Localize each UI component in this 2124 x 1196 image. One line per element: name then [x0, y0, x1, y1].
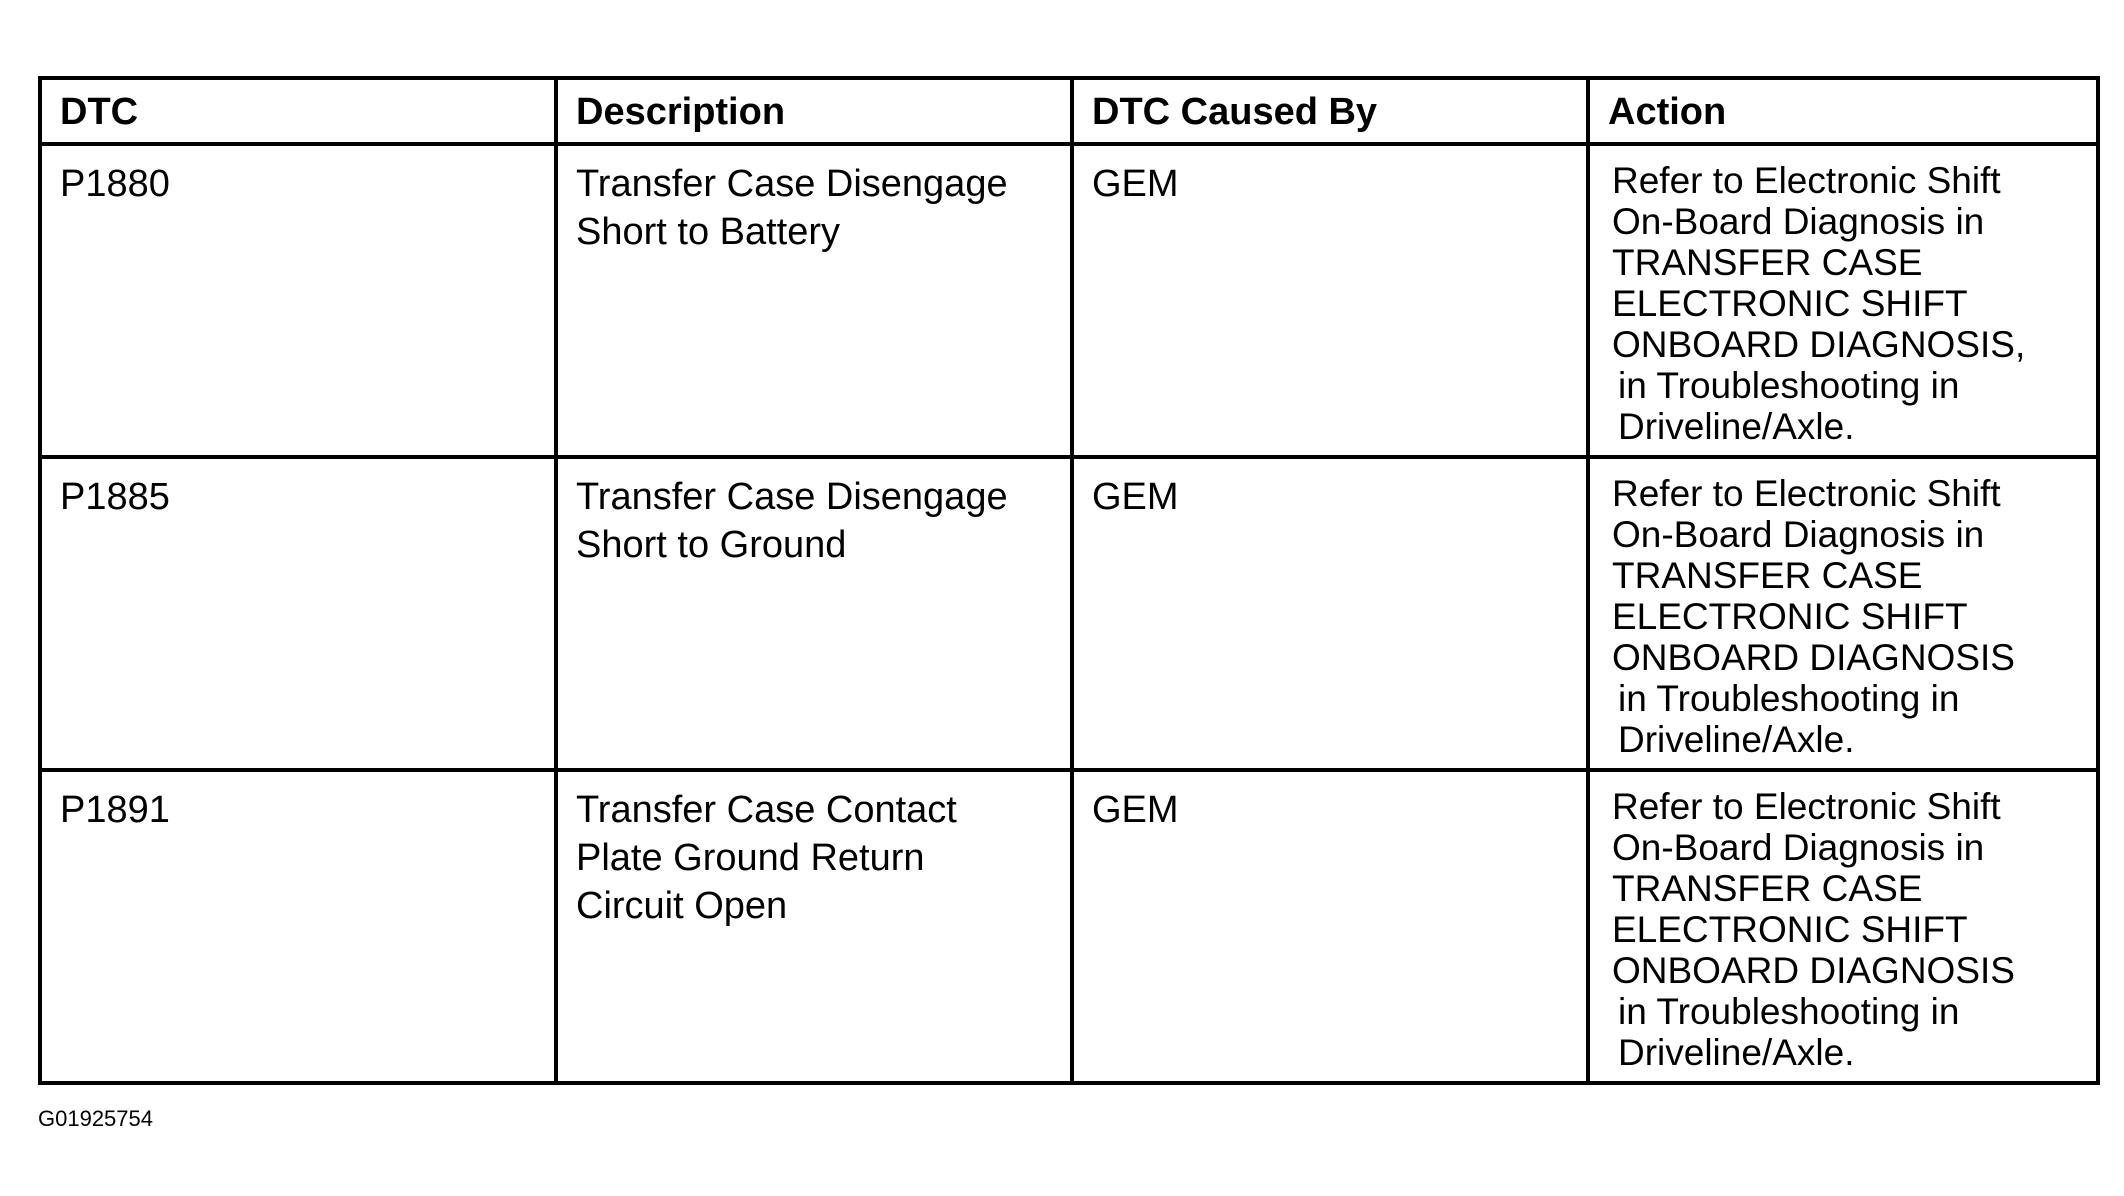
action-line: in Troubleshooting in — [1618, 991, 1960, 1032]
description-line: Plate Ground Return — [576, 837, 925, 879]
action-cell — [1588, 144, 2098, 457]
action-line: Driveline/Axle. — [1618, 719, 1855, 760]
dtc-code-cell — [40, 457, 556, 770]
action-cell — [1588, 457, 2098, 770]
description-cell — [556, 144, 1072, 457]
action-line: ELECTRONIC SHIFT — [1612, 283, 1968, 324]
caused-by-cell — [1072, 457, 1588, 770]
action-line: TRANSFER CASE — [1612, 242, 1923, 283]
header-action: Action — [1588, 78, 2098, 144]
dtc-code-cell — [40, 770, 556, 1083]
action-line: Refer to Electronic Shift — [1612, 160, 2001, 201]
description-line: Short to Battery — [576, 211, 841, 253]
caused-by-cell — [1072, 144, 1588, 457]
table-row — [40, 457, 2098, 770]
description-line: Short to Ground — [576, 524, 847, 566]
action-line: Refer to Electronic Shift — [1612, 473, 2001, 514]
action-line: in Troubleshooting in — [1618, 678, 1960, 719]
figure-id: G01925754 — [38, 1106, 153, 1131]
description-cell — [556, 770, 1072, 1083]
description-line: Transfer Case Contact — [576, 789, 957, 831]
header-row — [40, 78, 2098, 144]
description-line: Transfer Case Disengage — [576, 163, 1008, 205]
caused-by-cell — [1072, 770, 1588, 1083]
action-cell — [1588, 770, 2098, 1083]
description-cell — [556, 457, 1072, 770]
description-line: Transfer Case Disengage — [576, 476, 1008, 518]
action-line: ONBOARD DIAGNOSIS, — [1612, 324, 2026, 365]
dtc-table — [38, 76, 2100, 1085]
caused-by: GEM — [1092, 163, 1179, 205]
dtc-code-cell — [40, 144, 556, 457]
action-line: ELECTRONIC SHIFT — [1612, 909, 1968, 950]
action-line: Refer to Electronic Shift — [1612, 786, 2001, 827]
dtc-code: P1891 — [60, 789, 170, 831]
dtc-code: P1885 — [60, 476, 170, 518]
action-line: On-Board Diagnosis in — [1612, 514, 1985, 555]
action-line: ONBOARD DIAGNOSIS — [1612, 950, 2015, 991]
action-line: TRANSFER CASE — [1612, 868, 1923, 909]
table-row — [40, 770, 2098, 1083]
caused-by: GEM — [1092, 789, 1179, 831]
action-line: On-Board Diagnosis in — [1612, 827, 1985, 868]
header-dtc: DTC — [40, 78, 556, 144]
action-line: Driveline/Axle. — [1618, 1032, 1855, 1073]
action-line: Driveline/Axle. — [1618, 406, 1855, 447]
action-line: TRANSFER CASE — [1612, 555, 1923, 596]
action-line: in Troubleshooting in — [1618, 365, 1960, 406]
action-line: ONBOARD DIAGNOSIS — [1612, 637, 2015, 678]
action-line: ELECTRONIC SHIFT — [1612, 596, 1968, 637]
header-description: Description — [556, 78, 1072, 144]
caused-by: GEM — [1092, 476, 1179, 518]
header-caused-by: DTC Caused By — [1072, 78, 1588, 144]
table-row — [40, 144, 2098, 457]
action-line: On-Board Diagnosis in — [1612, 201, 1985, 242]
dtc-code: P1880 — [60, 163, 170, 205]
description-line: Circuit Open — [576, 885, 788, 927]
